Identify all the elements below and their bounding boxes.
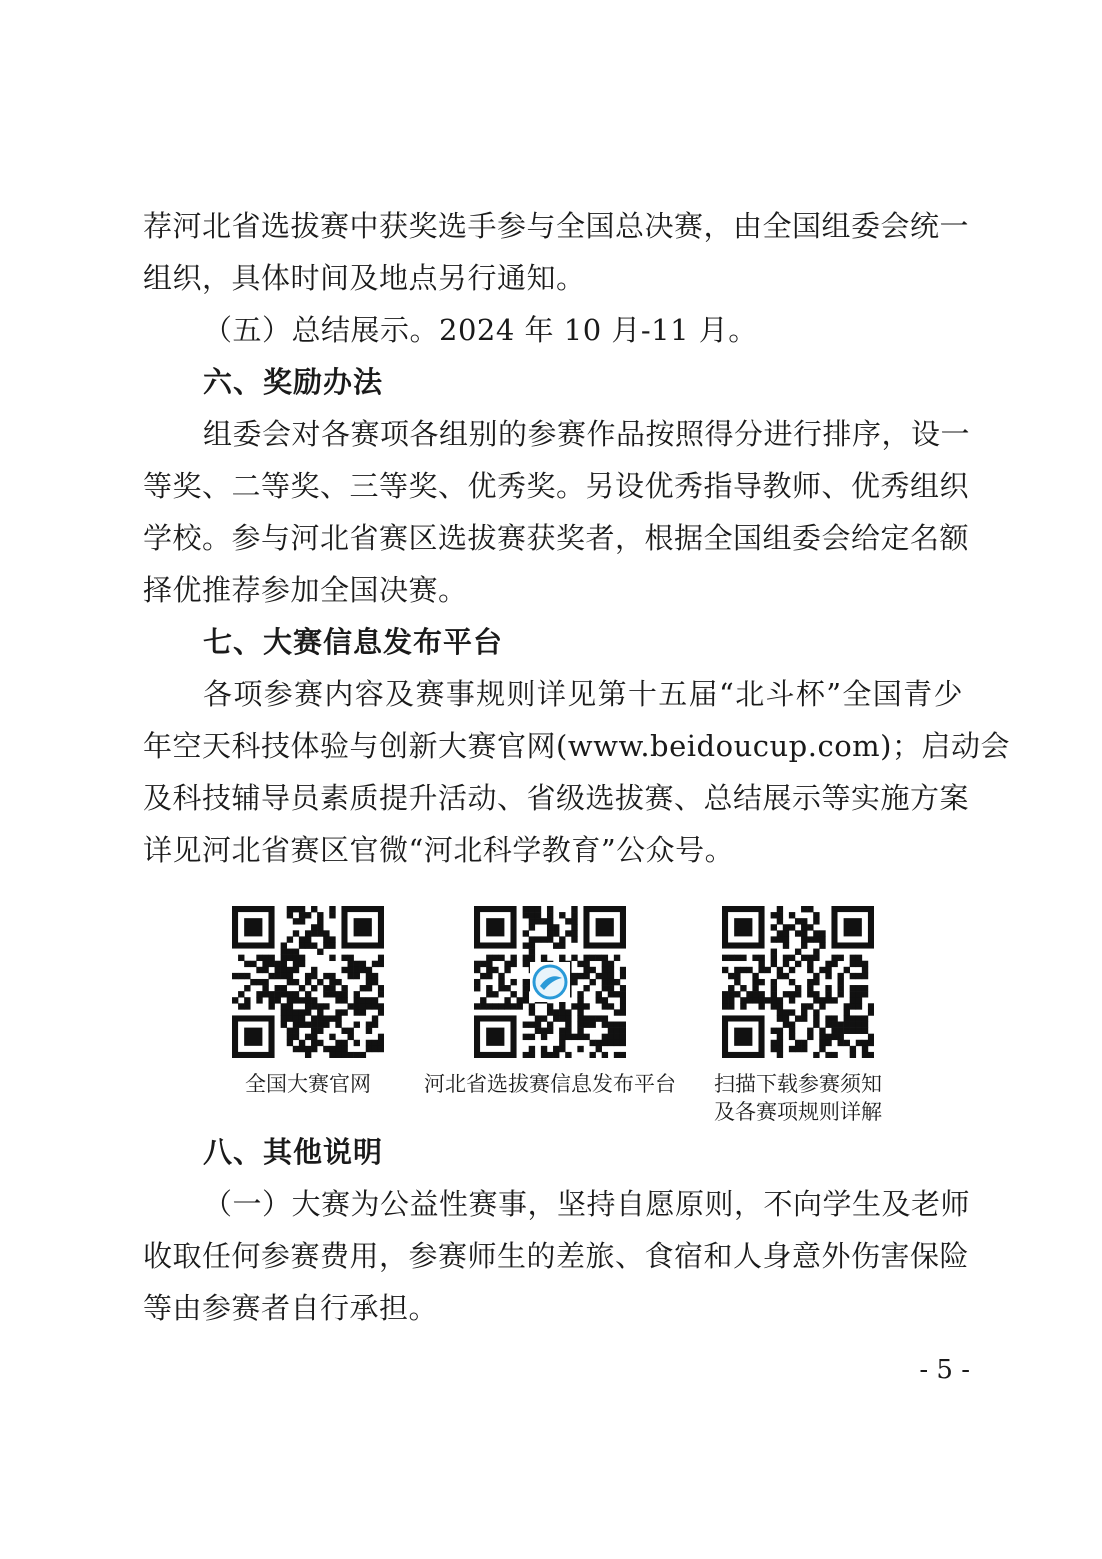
- paragraph-notes-line-1: （一）大赛为公益性赛事，坚持自愿原则，不向学生及老师: [203, 1187, 971, 1221]
- qr-caption-download-rules: [693, 1070, 903, 1126]
- paragraph-continuation-line-2: 组织，具体时间及地点另行通知。: [143, 261, 586, 295]
- page-number: - 5 -: [919, 1355, 970, 1385]
- paragraph-rewards-line-2: 等奖、二等奖、三等奖、优秀奖。另设优秀指导教师、优秀组织: [143, 469, 970, 503]
- paragraph-rewards-line-3: 学校。参与河北省赛区选拔赛获奖者，根据全国组委会给定名额: [143, 521, 970, 555]
- qr-block-national-site: [208, 906, 408, 1098]
- paragraph-notes-line-3: 等由参赛者自行承担。: [143, 1291, 439, 1325]
- qr-code-download-rules[interactable]: [722, 906, 874, 1058]
- paragraph-rewards-line-4: 择优推荐参加全国决赛。: [143, 573, 468, 607]
- paragraph-platform-line-4: 详见河北省赛区官微“河北科学教育”公众号。: [143, 833, 735, 867]
- paragraph-notes-line-2: 收取任何参赛费用，参赛师生的差旅、食宿和人身意外伤害保险: [143, 1239, 970, 1273]
- paragraph-platform-line-1: 各项参赛内容及赛事规则详见第十五届“北斗杯”全国青少: [203, 677, 963, 711]
- paragraph-summary-display: （五）总结展示。2024 年 10 月-11 月。: [203, 313, 758, 347]
- paragraph-rewards-line-1: 组委会对各赛项各组别的参赛作品按照得分进行排序，设一: [203, 417, 971, 451]
- qr-caption-national-site: 全国大赛官网: [245, 1072, 371, 1096]
- section-heading-info-platform: 七、大赛信息发布平台: [203, 625, 504, 659]
- qr-caption-hebei-platform: 河北省选拔赛信息发布平台: [424, 1072, 676, 1096]
- paragraph-platform-line-3: 及科技辅导员素质提升活动、省级选拔赛、总结展示等实施方案: [143, 781, 970, 815]
- section-heading-rewards: 六、奖励办法: [203, 365, 384, 399]
- section-heading-other-notes: 八、其他说明: [203, 1135, 384, 1169]
- qr-block-download-rules: [693, 906, 903, 1126]
- qr-caption-download-line-2: 及各赛项规则详解: [714, 1100, 882, 1124]
- qr-code-national-site[interactable]: [232, 906, 384, 1058]
- qr-code-hebei-platform[interactable]: [474, 906, 626, 1058]
- qr-block-hebei-platform: [405, 906, 695, 1098]
- qr-caption-download-line-1: 扫描下载参赛须知: [714, 1072, 882, 1096]
- paragraph-continuation-line-1: 荐河北省选拔赛中获奖选手参与全国总决赛，由全国组委会统一: [143, 209, 970, 243]
- paragraph-platform-line-2: 年空天科技体验与创新大赛官网(www.beidoucup.com)；启动会: [143, 729, 1010, 763]
